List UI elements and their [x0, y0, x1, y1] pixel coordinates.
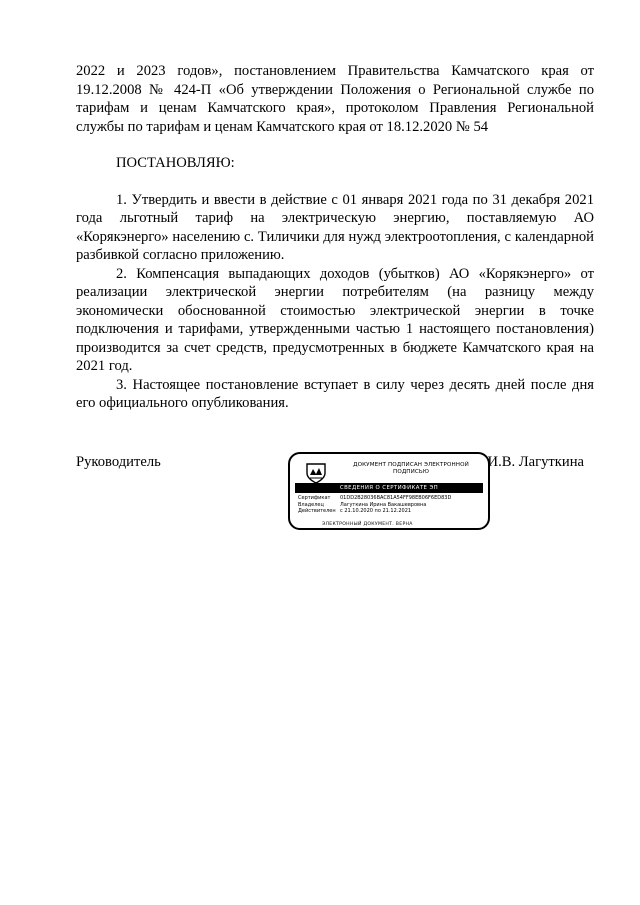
stamp-bar: СВЕДЕНИЯ О СЕРТИФИКАТЕ ЭП: [295, 483, 483, 493]
valid-label: Действителен: [298, 508, 336, 515]
stamp-details: [298, 495, 451, 515]
cert-value: 01DD2B28036BAC81A54FF98EB06F6ED83D: [340, 495, 452, 501]
stamp-row-valid: [298, 508, 451, 515]
decree-heading: ПОСТАНОВЛЯЮ:: [116, 155, 235, 171]
document-body: [76, 62, 594, 413]
stamp-footer: ЭЛЕКТРОННЫЙ ДОКУМЕНТ. ВЕРНА: [322, 522, 413, 527]
item-3: 3. Настоящее постановление вступает в силу через десять дней после дня его официального опубликования.: [76, 376, 594, 411]
valid-value: с 21.10.2020 по 21.12.2021: [340, 508, 412, 515]
owner-value: Лагуткина Ирина Вакашевровна: [340, 501, 427, 508]
signer-role: Руководитель: [76, 454, 161, 470]
item-1: 1. Утвердить и ввести в действие с 01 января 2021 года по 31 декабря 2021 года льготный тариф на электрическую энергию, поставляемую АО «Корякэнерго» населению с. Тиличики для нужд электроотопления, с календарной разбивкой согласно приложению.: [76, 191, 594, 263]
cert-label: Сертификат: [298, 495, 331, 501]
signer-name: И.В. Лагуткина: [487, 454, 584, 470]
owner-label: Владелец: [298, 501, 324, 508]
e-signature-stamp: [288, 452, 490, 530]
signature-block: [76, 452, 594, 532]
intro-paragraph: 2022 и 2023 годов», постановлением Правительства Камчатского края от 19.12.2008 № 424-П «Об утверждении Положения о Региональной службе по тарифам и ценам Камчатского края», протоколом Правления Региональной службы по тарифам и ценам Камчатского края от 18.12.2020 № 54: [76, 63, 594, 135]
item-2: 2. Компенсация выпадающих доходов (убытков) АО «Корякэнерго» от реализации электрической энергии потребителям (на разницу между экономически обоснованной стоимостью электрической энергии в точке подключения и тарифами, утвержденными частью 1 настоящего постановления) производится за счет средств, предусмотренных в бюджете Камчатского края на 2021 год.: [76, 265, 594, 374]
stamp-title: ДОКУМЕНТ ПОДПИСАН ЭЛЕКТРОННОЙ ПОДПИСЬЮ: [353, 462, 469, 475]
stamp-row-cert: [298, 495, 451, 502]
coat-of-arms-icon: [304, 460, 328, 484]
